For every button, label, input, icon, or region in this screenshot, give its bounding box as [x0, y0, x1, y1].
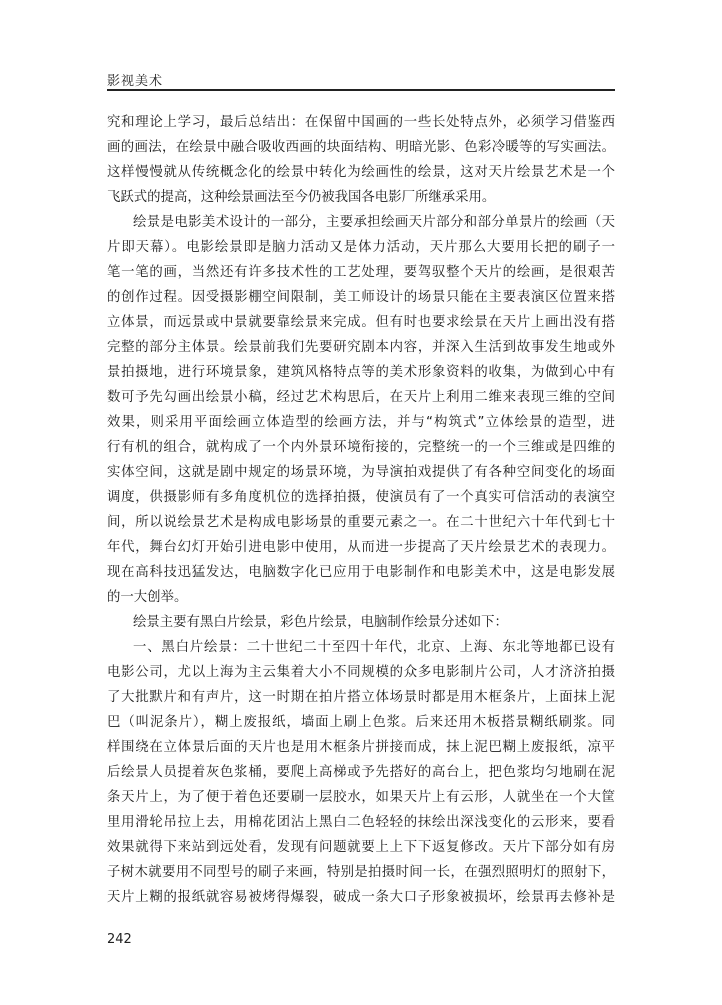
- text-line: 数可予先勾画出绘景小稿，经过艺术构思后，在天片上利用二维来表现三维的空间: [107, 390, 615, 405]
- text-line: 效果就得下来站到远处看，发现有问题就要上上下下返复修改。天片下部分如有房: [107, 840, 615, 855]
- text-line: 现在高科技迅猛发达，电脑数字化已应用于电影制作和电影美术中，这是电影发展: [107, 565, 615, 580]
- text-line: 实体空间，这就是剧中规定的场景环境，为导演拍戏提供了有各种空间变化的场面: [107, 465, 615, 480]
- text-line: 的创作过程。因受摄影棚空间限制，美工师设计的场景只能在主要表演区位置来搭: [107, 290, 615, 305]
- text-line: 样围绕在立体景后面的天片也是用木框条片拼接而成，抹上泥巴糊上废报纸，凉平: [107, 740, 615, 755]
- text-line: 绘景主要有黑白片绘景，彩色片绘景，电脑制作绘景分述如下：: [133, 615, 508, 630]
- text-line: 了大批默片和有声片，这一时期在拍片搭立体场景时都是用木框条片，上面抹上泥: [107, 690, 615, 705]
- text-line: 行有机的组合，就构成了一个内外景环境衔接的，完整统一的一个三维或是四维的: [107, 440, 615, 455]
- page-number: 242: [107, 932, 132, 947]
- text-line: 笔一笔的画，当然还有许多技术性的工艺处理，要驾驭整个天片的绘画，是很艰苦: [107, 265, 615, 280]
- text-line: 效果，则采用平面绘画立体造型的绘画方法，并与“构筑式”立体绘景的造型，进: [107, 415, 615, 430]
- running-header-title: 影视美术: [107, 74, 164, 89]
- text-line: 巴（叫泥条片），糊上废报纸，墙面上刷上色浆。后来还用木板搭景糊纸刷浆。同: [107, 715, 615, 730]
- text-line: 子树木就要用不同型号的刷子来画，特别是拍摄时间一长，在强烈照明灯的照射下，: [107, 865, 615, 880]
- text-line: 飞跃式的提高，这种绘景画法至今仍被我国各电影厂所继承采用。: [107, 190, 496, 205]
- text-line: 年代，舞台幻灯开始引进电影中使用，从而进一步提高了天片绘景艺术的表现力。: [107, 540, 615, 555]
- text-line: 片即天幕）。电影绘景即是脑力活动又是体力活动，天片那么大要用长把的刷子一: [107, 240, 615, 255]
- text-line: 调度，供摄影师有多角度机位的选择拍摄，使演员有了一个真实可信活动的表演空: [107, 490, 615, 505]
- text-line: 后绘景人员提着灰色浆桶，要爬上高梯或予先搭好的高台上，把色浆均匀地刷在泥: [107, 765, 615, 780]
- text-line: 天片上糊的报纸就容易被烤得爆裂，破成一条大口子形象被损坏，绘景再去修补是: [107, 890, 615, 905]
- text-line: 条天片上，为了便于着色还要刷一层胶水，如果天片上有云形，人就坐在一个大筐: [107, 790, 615, 805]
- text-line: 画的画法，在绘景中融合吸收西画的块面结构、明暗光影、色彩冷暖等的写实画法。: [107, 140, 615, 155]
- body-text: [107, 110, 615, 910]
- text-line: 一、黑白片绘景：二十世纪二十至四十年代，北京、上海、东北等地都已设有: [133, 640, 615, 655]
- text-line: 景拍摄地，进行环境景象，建筑风格特点等的美术形象资料的收集，为做到心中有: [107, 365, 615, 380]
- header-divider: [107, 89, 615, 91]
- text-line: 立体景，而远景或中景就要靠绘景来完成。但有时也要求绘景在天片上画出没有搭: [107, 315, 615, 330]
- text-line: 这样慢慢就从传统概念化的绘景中转化为绘画性的绘景，这对天片绘景艺术是一个: [107, 165, 615, 180]
- text-line: 的一大创举。: [107, 590, 188, 605]
- text-line: 电影公司，尤以上海为主云集着大小不同规模的众多电影制片公司，人才济济拍摄: [107, 665, 615, 680]
- text-line: 绘景是电影美术设计的一部分，主要承担绘画天片部分和部分单景片的绘画（天: [133, 215, 615, 230]
- text-line: 完整的部分主体景。绘景前我们先要研究剧本内容，并深入生活到故事发生地或外: [107, 340, 615, 355]
- text-line: 里用滑轮吊拉上去，用棉花团沾上黑白二色轻轻的抹绘出深浅变化的云形来，要看: [107, 815, 615, 830]
- text-line: 究和理论上学习，最后总结出：在保留中国画的一些长处特点外，必须学习借鉴西: [107, 115, 615, 130]
- text-line: 间，所以说绘景艺术是构成电影场景的重要元素之一。在二十世纪六十年代到七十: [107, 515, 615, 530]
